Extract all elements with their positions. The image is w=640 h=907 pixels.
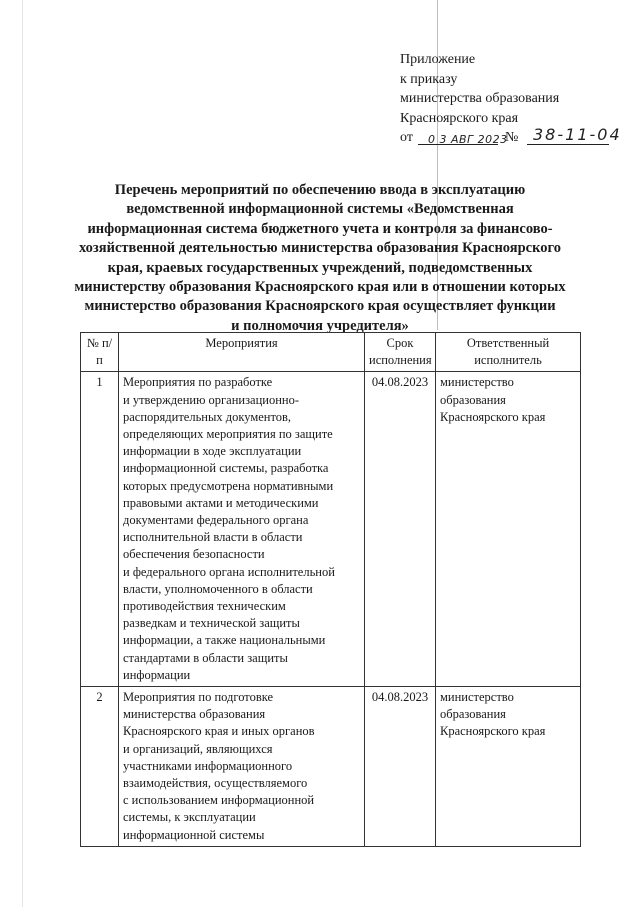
activity-line: информации: [123, 667, 191, 682]
activity-line: распорядительных документов,: [123, 409, 292, 424]
date-field: [418, 128, 508, 146]
row-deadline: 04.08.2023: [365, 687, 436, 847]
activity-line: Мероприятия по разработке: [123, 375, 273, 390]
activity-line: системы, к эксплуатации: [123, 810, 256, 825]
appendix-line: Красноярского края: [400, 110, 519, 126]
number-sign: №: [505, 130, 519, 145]
appendix-line: Приложение: [400, 52, 476, 67]
activity-line: информации, а также национальными: [123, 633, 326, 648]
activity-line: стандартами в области защиты: [123, 650, 288, 665]
responsible-line: министерство: [440, 690, 514, 705]
title-line: и полномочия учредителя»: [231, 317, 409, 334]
title-line: министерству образования Красноярского края или в отношении которых: [74, 279, 566, 296]
row-activity: [119, 687, 365, 847]
header-deadline: Срок исполнения: [365, 333, 436, 372]
responsible-line: образования: [440, 707, 506, 722]
number-field: [527, 125, 622, 145]
document-title: [70, 181, 570, 336]
responsible-line: министерство: [440, 375, 514, 390]
row-deadline: 04.08.2023: [365, 372, 436, 687]
activities-table: [80, 332, 581, 847]
activity-line: и организаций, являющихся: [123, 741, 273, 756]
activity-line: обеспечения безопасности: [123, 547, 265, 562]
activity-line: противодействия техническим: [123, 599, 286, 614]
activity-line: и утверждению организационно-: [123, 392, 300, 407]
title-line: края, краевых государственных учреждений, подведомственных: [107, 259, 533, 276]
row-responsible: [436, 372, 581, 687]
activity-line: исполнительной власти в области: [123, 530, 303, 545]
appendix-line: министерства образования: [400, 91, 560, 106]
activity-line: информационной системы, разработка: [123, 461, 329, 476]
activity-line: участниками информационного: [123, 758, 293, 773]
activity-line: министерства образования: [123, 707, 266, 722]
activity-line: правовыми актами и методическими: [123, 495, 319, 510]
row-activity: [119, 372, 365, 687]
activity-line: которых предусмотрена нормативными: [123, 478, 334, 493]
header-num: № п/п: [81, 333, 119, 372]
title-line: ведомственной информационной системы «Ведомственная: [126, 201, 514, 218]
responsible-line: образования: [440, 392, 506, 407]
activity-line: власти, уполномоченного в области: [123, 581, 313, 596]
header-responsible: Ответственный исполнитель: [436, 333, 581, 372]
scan-edge-line: [22, 0, 23, 907]
appendix-line: к приказу: [400, 71, 458, 87]
activity-line: определяющих мероприятия по защите: [123, 427, 333, 442]
table-row: [81, 372, 581, 687]
activity-line: документами федерального органа: [123, 513, 309, 528]
activity-line: разведкам и технической защиты: [123, 616, 300, 631]
title-line: информационная система бюджетного учета и контроля за финансово-: [87, 220, 553, 237]
order-date-row: [400, 125, 622, 147]
activity-line: и федерального органа исполнительной: [123, 564, 335, 579]
row-number: 1: [81, 372, 119, 687]
header-activity: Мероприятия: [119, 333, 365, 372]
activity-line: Красноярского края и иных органов: [123, 724, 315, 739]
activity-line: информации в ходе эксплуатации: [123, 444, 302, 459]
responsible-line: Красноярского края: [440, 724, 546, 739]
title-line: Перечень мероприятий по обеспечению ввода в эксплуатацию: [114, 182, 526, 198]
row-responsible: [436, 687, 581, 847]
title-line: министерство образования Красноярского края осуществляет функции: [84, 298, 556, 315]
date-prefix: от: [400, 130, 413, 145]
activity-line: с использованием информационной: [123, 793, 315, 808]
activity-line: Мероприятия по подготовке: [123, 690, 274, 705]
activity-line: взаимодействия, осуществляемого: [123, 776, 308, 791]
table-header-row: [81, 333, 581, 372]
order-date-stamp: 0 3 АВГ 2023: [428, 133, 508, 146]
activity-line: информационной системы: [123, 827, 265, 842]
appendix-block: [400, 50, 622, 147]
title-line: хозяйственной деятельностью министерства образования Красноярского: [78, 240, 562, 257]
responsible-line: Красноярского края: [440, 409, 546, 424]
row-number: 2: [81, 687, 119, 847]
order-number: 38-11-04: [533, 125, 622, 144]
table-row: [81, 687, 581, 847]
